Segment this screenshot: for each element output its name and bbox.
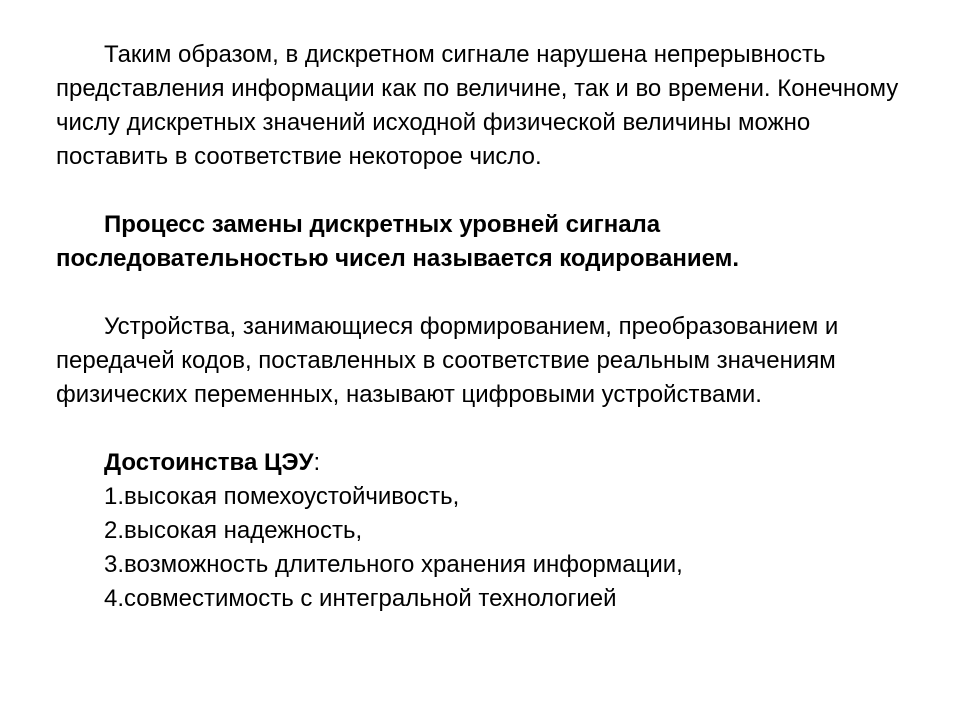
- advantages-heading: [104, 446, 926, 480]
- list-item: 3.возможность длительного хранения информации,: [104, 551, 683, 578]
- paragraph-discrete-signal: Таким образом, в дискретном сигнале нарушена непрерывность представления информации как по величине, так и во времени. Конечному числу дискретных значений исходной физической величины можно поставить в соответствие некоторое число.: [56, 41, 899, 170]
- advantages-section: [56, 446, 926, 616]
- advantages-heading-text: Достоинства ЦЭУ: [104, 449, 314, 476]
- advantages-heading-colon: :: [313, 449, 321, 476]
- advantages-list: [104, 480, 926, 616]
- paragraph-digital-devices: Устройства, занимающиеся формированием, преобразованием и передачей кодов, поставленных в соответствие реальным значениям физических переменных, называют цифровыми устройствами.: [56, 313, 839, 408]
- slide-content: [56, 38, 926, 616]
- paragraph-coding-definition: Процесс замены дискретных уровней сигнала последовательностью чисел называется кодированием.: [56, 211, 740, 272]
- list-item: 2.высокая надежность,: [104, 517, 363, 544]
- list-item: 1.высокая помехоустойчивость,: [104, 483, 460, 510]
- list-item: 4.совместимость с интегральной технологией: [104, 585, 617, 612]
